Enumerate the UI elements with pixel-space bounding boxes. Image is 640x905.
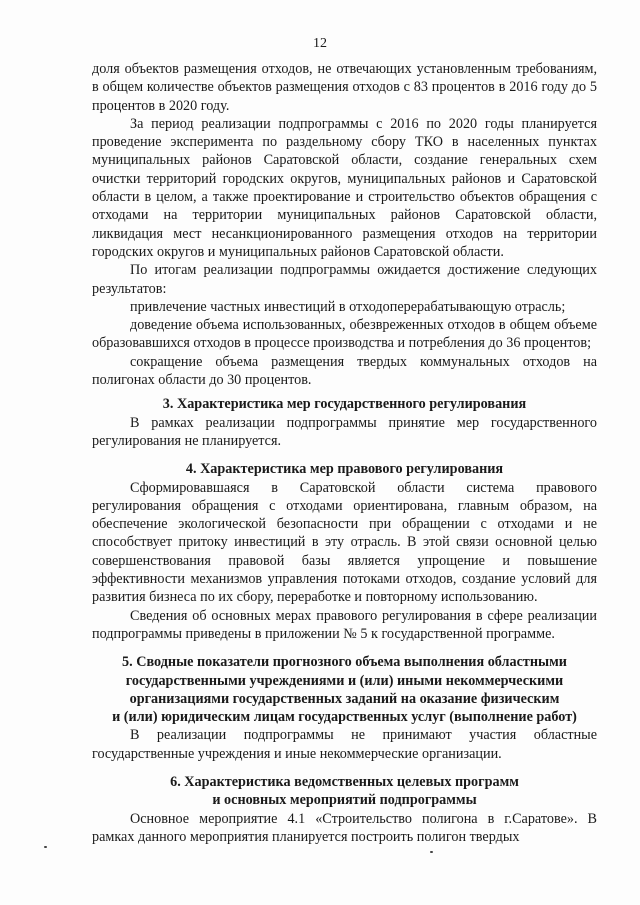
section-4-title: 4. Характеристика мер правового регулирования: [185, 461, 504, 478]
paragraph-expected-results: По итогам реализации подпрограммы ожидается достижение следующих результатов:: [92, 262, 597, 297]
result-item-landfill-reduction: сокращение объема размещения твердых коммунальных отходов на полигонах области до 30 процентов.: [92, 353, 597, 389]
scan-artifact-dot: [430, 851, 433, 853]
section-5-text: В реализации подпрограммы не принимают участия областные государственные учреждения и иные некоммерческие организации.: [92, 727, 597, 762]
paragraph-waste-share: доля объектов размещения отходов, не отвечающих установленным требованиям, в общем количестве объектов размещения отходов с 83 процентов в 2016 году до 5 процентов в 2020 году.: [92, 61, 597, 114]
page-number: 12: [313, 36, 327, 51]
paragraph-implementation-period: За период реализации подпрограммы с 2016 по 2020 годы планируется проведение эксперимента по раздельному сбору ТКО в населенных пунктах муниципальных районов Саратовской области, создание генеральных схем очистки территорий городских округов, муниципальных районов и Саратовской области в целом, а также проектирование и строительство объектов обращения с отходами на территории муниципальных районов Саратовской области, ликвидация мест несанкционированного размещения отходов на территории городских округов и муниципальных районов Саратовской области.: [92, 115, 597, 260]
section-6-title-line-1: 6. Характеристика ведомственных целевых программ: [170, 773, 519, 790]
section-5-title-line-2: государственными учреждениями и (или) иными некоммерческими: [125, 672, 564, 689]
result-item-waste-volume: доведение объема использованных, обезвреженных отходов в общем объеме образовавшихся отходов в процессе производства и потребления до 36 процентов;: [92, 317, 597, 352]
section-5-title-line-4: и (или) юридическим лицам государственных услуг (выполнение работ): [112, 709, 577, 726]
section-4-paragraph-appendix: Сведения об основных мерах правового регулирования в сфере реализации подпрограммы приведены в приложении № 5 к государственной программе.: [92, 607, 597, 642]
section-5-title-line-1: 5. Сводные показатели прогнозного объема выполнения областными: [122, 654, 567, 671]
section-6-text: Основное мероприятие 4.1 «Строительство полигона в г.Саратове». В рамках данного мероприятия планируется построить полигон твердых: [92, 810, 597, 845]
result-item-investments: привлечение частных инвестиций в отходоперерабатывающую отрасль;: [130, 298, 566, 315]
section-6-title-line-2: и основных мероприятий подпрограммы: [212, 792, 477, 809]
section-3-title: 3. Характеристика мер государственного регулирования: [162, 396, 527, 413]
scan-artifact-dot: [44, 846, 47, 848]
section-3-text: В рамках реализации подпрограммы принятие мер государственного регулирования не планируется.: [92, 414, 597, 449]
document-body: [92, 60, 597, 846]
section-4-paragraph-system: Сформировавшаяся в Саратовской области система правового регулирования обращения с отходами ориентирована, главным образом, на обеспечение экологической безопасности при обращении с отходами и не способствует притоку инвестиций в эту отрасль. В этой связи основной целью совершенствования правовой базы является упрощение и повышение эффективности механизмов управления потоками отходов, создание условий для развития бизнеса по их сбору, переработке и повторному использованию.: [92, 479, 597, 606]
section-5-title-line-3: организациями государственных заданий на оказание физическим: [129, 690, 560, 707]
